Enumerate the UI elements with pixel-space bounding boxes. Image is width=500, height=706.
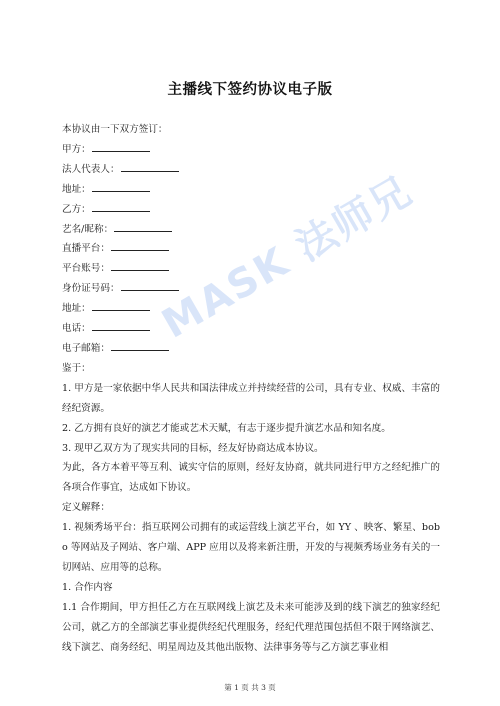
section-1-1: 1.1 合作期间，甲方担任乙方在互联网线上演艺及未来可能涉及到的线下演艺的独家经纪公司，就乙方的全部演艺事业提供经纪代理服务，经纪代理范围包括但不限于网络演艺、线下演艺、商务经纪、明星周边及其他出版物、法律事务等与乙方演艺事业相 [62,601,440,653]
blank-line [121,280,179,291]
agreement-paragraph: 为此，各方本着平等互利、诚实守信的原则，经好友协商，就共同进行甲方之经纪推广的各项合作事宜，达成如下协议。 [62,462,440,494]
blank-line [92,201,150,212]
document-body [62,120,440,657]
field-address-a [62,180,440,200]
blank-line [92,300,150,311]
section-1-heading: 1. 合作内容 [62,581,113,593]
blank-line [92,181,150,192]
blank-line [111,240,169,251]
field-platform-account [62,259,440,279]
field-label: 艺名/昵称： [62,223,114,235]
field-legal-rep [62,160,440,180]
page-footer: 第 1 页 共 3 页 [224,683,276,692]
field-label: 身份证号码： [62,283,120,295]
field-label: 地址： [62,303,91,315]
field-label: 直播平台： [62,243,110,255]
watermark-logo: MASK 法师兄 [154,167,421,348]
definition-heading: 定义解释： [62,502,110,514]
clause-2: 2. 乙方拥有良好的演艺才能或艺术天赋，有志于逐步提升演艺水品和知名度。 [62,422,391,434]
field-label: 乙方： [62,203,91,215]
field-label: 甲方： [62,143,91,155]
field-party-a [62,140,440,160]
field-party-b [62,200,440,220]
blank-line [114,221,172,232]
blank-line [121,161,179,172]
field-label: 地址： [62,183,91,195]
blank-line [92,320,150,331]
whereas-heading: 鉴于： [62,362,91,374]
blank-line [111,260,169,271]
field-label: 平台账号： [62,263,110,275]
blank-line [111,340,169,351]
clause-1: 1. 甲方是一家依据中华人民共和国法律成立并持续经营的公司，具有专业、权威、丰富的经纪资源。 [62,382,440,414]
field-platform [62,239,440,259]
field-phone [62,319,440,339]
field-label: 电话： [62,323,91,335]
field-id-number [62,279,440,299]
definition-1: 1. 视频秀场平台：指互联网公司拥有的或运营线上演艺平台，如 YY 、映客、繁星、bobo 等网站及子网站、客户端、APP 应用以及将来新注册，开发的与视频秀场业务有关的一切网站、应用等的总称。 [62,522,440,573]
clause-3: 3. 现甲乙双方为了现实共同的目标，经友好协商达成本协议。 [62,442,324,454]
field-label: 法人代表人： [62,163,120,175]
intro-text: 本协议由一下双方签订： [62,124,168,135]
field-stage-name [62,220,440,240]
blank-line [92,141,150,152]
field-email [62,339,440,359]
field-label: 电子邮箱： [62,342,110,354]
page-title: 主播线下签约协议电子版 [167,82,333,98]
field-address-b [62,299,440,319]
